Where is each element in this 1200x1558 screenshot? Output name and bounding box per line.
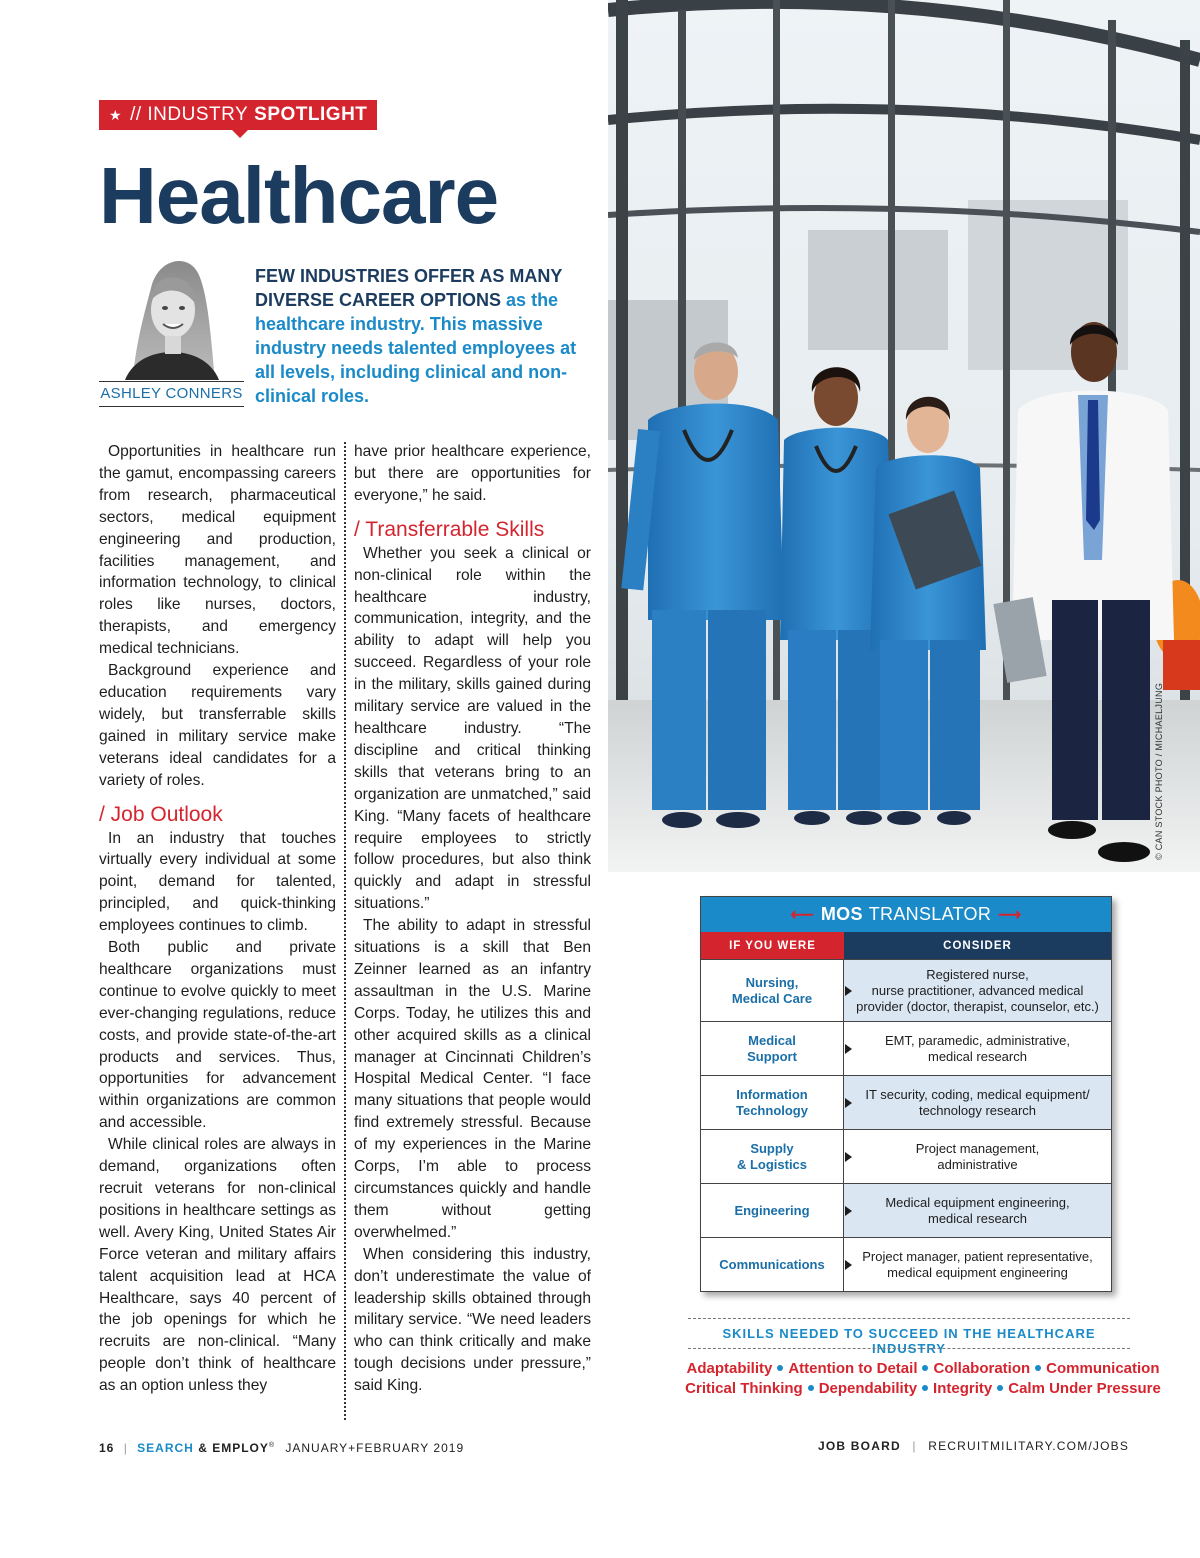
body-paragraph: In an industry that touches virtually every individual at some point, demand for talented, principled, and quick-thinking employees continues to climb. bbox=[99, 829, 336, 935]
skill-item: Adaptability bbox=[686, 1360, 773, 1377]
bullet-dot-icon bbox=[997, 1385, 1003, 1391]
skills-top-rule bbox=[688, 1318, 1130, 1319]
tag-bold: SPOTLIGHT bbox=[254, 104, 368, 125]
page-title: Healthcare bbox=[99, 151, 499, 240]
hero-photo bbox=[608, 0, 1200, 872]
body-paragraph: When considering this industry, don’t underestimate the value of leadership skills obtained through military service. “We need leaders who can think critically and make tough decisions under pressure,” said King. bbox=[354, 1245, 591, 1395]
skills-line-1 bbox=[648, 1360, 1198, 1377]
skill-item: Collaboration bbox=[933, 1360, 1031, 1377]
table-row bbox=[701, 1021, 1111, 1075]
footer-left bbox=[99, 1441, 464, 1455]
mos-role: Engineering bbox=[701, 1184, 844, 1237]
skill-item: Critical Thinking bbox=[685, 1380, 803, 1397]
arrow-left-icon: ⟵ bbox=[790, 906, 814, 924]
body-paragraph: Whether you seek a clinical or non-clinical role within the healthcare industry, communication, integrity, and the ability to adapt will help you succeed. Regardless of your role in the military, skills gained during military service are valued in the healthcare industry. “The discipline and critical thinking skills that veterans bring to an organization are unmatched,” said King. “Many facets of healthcare require employees to strictly follow procedures, but also think quickly and adapt in stressful situations.” bbox=[354, 544, 591, 913]
intro-dark-text: FEW INDUSTRIES OFFER AS MANY DIVERSE CAREER OPTIONS bbox=[255, 266, 563, 310]
column-divider bbox=[344, 442, 346, 1420]
skills-bottom-rule bbox=[688, 1348, 1130, 1349]
mos-role: Nursing, Medical Care bbox=[701, 960, 844, 1021]
intro-light-text: as the healthcare industry. This massive industry needs talented employees at all levels, including clinical and non-clinical roles. bbox=[255, 290, 577, 406]
mos-role: Supply & Logistics bbox=[701, 1130, 844, 1183]
author-portrait bbox=[103, 248, 241, 380]
bullet-dot-icon bbox=[922, 1385, 928, 1391]
mos-title-rest: TRANSLATOR bbox=[868, 904, 992, 924]
brand-search: SEARCH bbox=[137, 1441, 194, 1455]
mos-consider: IT security, coding, medical equipment/ technology research bbox=[844, 1076, 1111, 1129]
tag-prefix: // INDUSTRY bbox=[130, 104, 249, 125]
skill-item: Integrity bbox=[933, 1380, 993, 1397]
bullet-dot-icon bbox=[922, 1365, 928, 1371]
table-row bbox=[701, 1237, 1111, 1291]
footer-separator: | bbox=[123, 1441, 128, 1455]
body-column-1 bbox=[99, 441, 336, 1397]
mos-title-bold: MOS bbox=[820, 904, 863, 924]
subhead-transferrable-skills: / Transferrable Skills bbox=[354, 517, 545, 541]
skill-item: Calm Under Pressure bbox=[1008, 1380, 1161, 1397]
author-bottom-rule bbox=[99, 406, 244, 407]
bullet-dot-icon bbox=[777, 1365, 783, 1371]
skills-title: SKILLS NEEDED TO SUCCEED IN THE HEALTHCARE INDUSTRY bbox=[722, 1326, 1096, 1356]
mos-consider: Medical equipment engineering, medical research bbox=[844, 1184, 1111, 1237]
body-paragraph: While clinical roles are always in demand, organizations often recruit veterans for non-clinical positions in healthcare settings as well. Avery King, United States Air Force veteran and military affairs talent acquisition lead at HCA Healthcare, says 40 percent of the job openings for which he recruits are non-clinical. “Many people don’t think of healthcare as an option unless they bbox=[99, 1136, 336, 1395]
arrow-right-icon: ⟶ bbox=[998, 906, 1022, 924]
mos-title bbox=[701, 897, 1111, 932]
body-column-2 bbox=[354, 441, 591, 1397]
intro-paragraph bbox=[255, 264, 590, 408]
body-paragraph: Background experience and education requirements vary widely, but transferrable skills gained in military service make veterans ideal candidates for a variety of roles. bbox=[99, 662, 336, 789]
body-paragraph: Both public and private healthcare organizations must continue to evolve quickly to meet ever-changing regulations, reduce costs, and provide state-of-the-art products and services. Thus, opportunities for advancement within organizations are common and accessible. bbox=[99, 939, 336, 1132]
brand-employ: & EMPLOY bbox=[198, 1441, 269, 1455]
mos-role: Information Technology bbox=[701, 1076, 844, 1129]
mos-consider: EMT, paramedic, administrative, medical research bbox=[885, 1032, 1070, 1064]
col-header-if-you-were: IF YOU WERE bbox=[701, 932, 844, 959]
table-row bbox=[701, 1075, 1111, 1129]
table-row bbox=[701, 1183, 1111, 1237]
skill-item: Communication bbox=[1046, 1360, 1160, 1377]
mos-translator-table bbox=[700, 896, 1112, 1292]
author-top-rule bbox=[99, 381, 244, 382]
mos-role: Medical Support bbox=[701, 1022, 844, 1075]
body-paragraph: The ability to adapt in stressful situations is a skill that Ben Zeinner learned as an infantry assaultman in the U.S. Marine Corps. Today, he utilizes this and other acquired skills as a clinical manager at Cincinnati Children’s Hospital Medical Center. “I face many situations that people would find extremely stressful. Because of my experiences in the Marine Corps, I’m able to process circumstances quickly and handle them without getting overwhelmed.” bbox=[354, 917, 591, 1241]
subhead-job-outlook: / Job Outlook bbox=[99, 802, 223, 826]
registered-mark: ® bbox=[268, 1442, 276, 1449]
col-header-consider: CONSIDER bbox=[844, 932, 1111, 959]
photo-credit: © CAN STOCK PHOTO / MICHAELJUNG bbox=[1154, 682, 1164, 860]
page-number: 16 bbox=[99, 1441, 115, 1455]
table-row bbox=[701, 1129, 1111, 1183]
body-paragraph: Opportunities in healthcare run the gamut, encompassing careers from research, pharmaceutical sectors, medical equipment engineering and production, facilities management, and information technology, to clinical roles like nurses, doctors, therapists, and emergency medical technicians. bbox=[99, 443, 336, 658]
bullet-dot-icon bbox=[808, 1385, 814, 1391]
footer-url: RECRUITMILITARY.COM/JOBS bbox=[928, 1439, 1130, 1453]
skill-item: Attention to Detail bbox=[788, 1360, 918, 1377]
author-name: ASHLEY CONNERS bbox=[100, 385, 243, 402]
mos-header-row bbox=[701, 932, 1111, 959]
body-paragraph: have prior healthcare experience, but there are opportunities for everyone,” he said. bbox=[354, 443, 591, 504]
mos-role: Communications bbox=[701, 1238, 844, 1291]
table-row bbox=[701, 959, 1111, 1021]
footer-separator: | bbox=[912, 1439, 917, 1453]
mos-consider: Registered nurse, nurse practitioner, advanced medical provider (doctor, therapist, counselor, etc.) bbox=[844, 960, 1111, 1021]
star-icon: ★ bbox=[109, 106, 123, 123]
issue-date: JANUARY+FEBRUARY 2019 bbox=[285, 1441, 465, 1455]
mos-consider: Project management, administrative bbox=[915, 1140, 1040, 1172]
industry-spotlight-tag bbox=[99, 100, 377, 130]
job-board-label: JOB BOARD bbox=[818, 1439, 901, 1453]
footer-right bbox=[818, 1439, 1129, 1453]
skill-item: Dependability bbox=[818, 1380, 918, 1397]
mos-consider: Project manager, patient representative, medical equipment engineering bbox=[862, 1248, 1093, 1280]
skills-line-2 bbox=[648, 1380, 1198, 1397]
right-page bbox=[608, 0, 1200, 1558]
bullet-dot-icon bbox=[1035, 1365, 1041, 1371]
